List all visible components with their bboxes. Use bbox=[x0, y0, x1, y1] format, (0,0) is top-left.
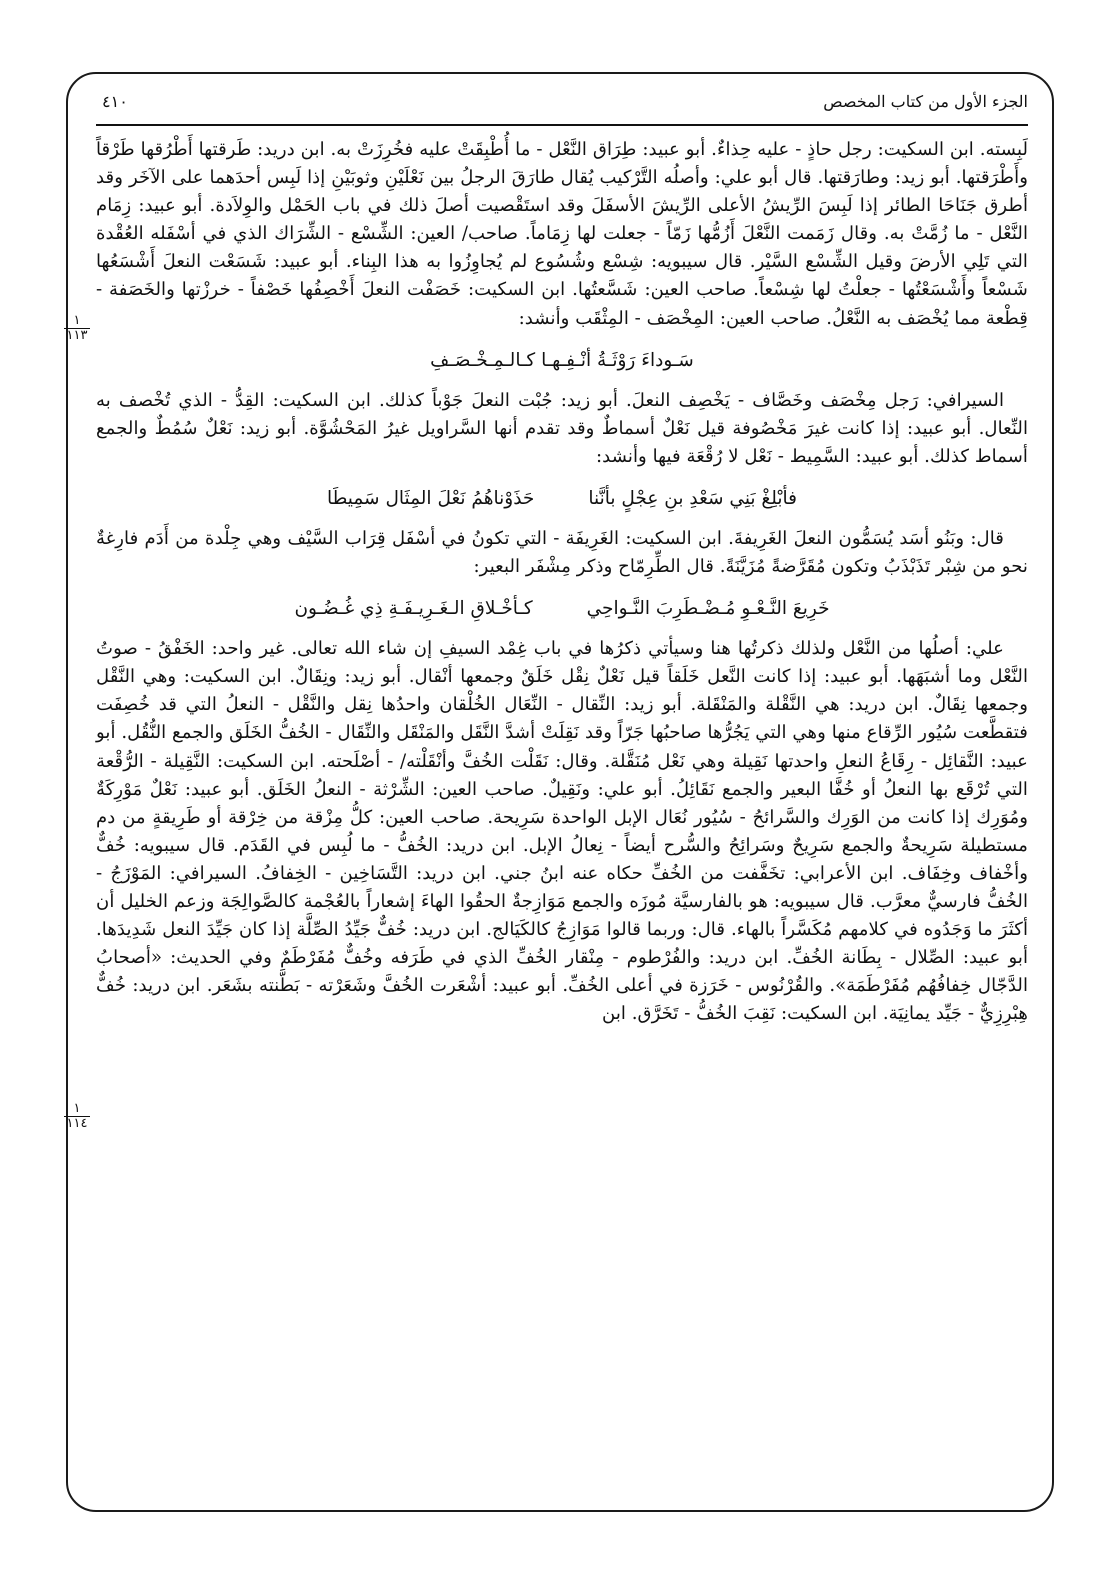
verse-line bbox=[96, 485, 1028, 513]
margin-ref-numerator: ١ bbox=[64, 314, 90, 329]
page-number: ٤١٠ bbox=[102, 92, 128, 111]
verse-hemistich: خَرِيعَ النَّـعْـوِ مُـضْـطَرِبَ النَّـواحِي bbox=[586, 598, 830, 620]
margin-ref-denominator: ١١٤ bbox=[66, 1116, 88, 1131]
paragraph: قال: وبَنُو أسَد يُسَمُّون النعلَ الغَرِيفةَ. ابن السكيت: الغَرِيفَة - التي تكونُ في أسْفَل قِرَاب السَّيْف وهي جِلْدة من أَدَم فارِغةٌ نحو من شِبْر تَذَبْذَبُ وتكون مُقَرَّضةً مُزَيَّنَةً. قال الطِّرِمّاح وذكر مِشْفَر البعير: bbox=[96, 527, 1028, 578]
verse-line bbox=[96, 347, 1028, 375]
margin-reference bbox=[64, 314, 90, 343]
verse-hemistich: سَـوداءَ رَوْثَـةُ أنْـفِـهـا كـالـمِـخْـصَـفِ bbox=[430, 349, 694, 371]
margin-ref-numerator: ١ bbox=[64, 1102, 90, 1117]
verse-hemistich: فأبْلِغْ بَنِي سَعْدِ بنِ عِجْلٍ بأنَّنا bbox=[588, 487, 798, 509]
margin-reference bbox=[64, 1102, 90, 1131]
paragraph: لَبِسته. ابن السكيت: رجل حاذٍ - عليه حِذاءٌ. أبو عبيد: طِرَاق النَّعْل - ما أُطْبِقَتْ عليه فخُرِزَتْ به. ابن دريد: طَرقتها أَطْرُقها طَرْقاً وأَطْرَقتها. أبو زيد: وطارَقتها. قال أبو علي: وأصلُه التَّرْكيب يُقال طارَقَ الرجلُ بين نَعْلَيْنِ وثوبَيْنِ إذا لَبِس أحدَهما على الآخَر وقد أطرق جَنَاحَا الطائر إذا لَبِسَ الرِّيشُ الأعلى الرِّيشَ الأسفَلَ وقد استَقْصيت أصلَ ذلك في باب الحَمْل والوِلاَدة. أبو عبيد: زِمَام النَّعْل - ما زُمَّتْ به. وقال زَمَمت النَّعْلَ أَزُمُّها زَمّاً - جعلت لها زِمَاماً. صاحب/ العين: الشِّسْع - الشِّرَاك الذي في أسْفَله العُقْدة التي تَلِي الأرضَ وقيل الشِّسْع السَّيْر. قال سيبويه: شِسْع وشُسُوع لم يُجاوِزُوا به هذا البِناء. أبو عبيد: شَسَعْت النعلَ أَشْسَعُها شَسْعاً وأَشْسَعْتُها - جعلْتُ لها شِسْعاً. صاحب العين: شَسَّعتُها. ابن السكيت: خَصَفْت النعلَ أَخْصِفُها خَصْفاً - خرزْتها والخَصَفة - قِطْعة مما يُخْصَف به النَّعْلُ. صاحب العين: المِخْصَف - المِثْقَب وأنشد: bbox=[96, 139, 1028, 329]
verse-line bbox=[96, 595, 1028, 623]
margin-ref-denominator: ١١٣ bbox=[66, 328, 88, 343]
main-text bbox=[96, 136, 1028, 1028]
running-header bbox=[96, 88, 1028, 120]
header-rule bbox=[96, 124, 1028, 126]
running-title: الجزء الأول من كتاب المخصص bbox=[823, 92, 1028, 111]
paragraph: علي: أصلُها من النَّعْل ولذلك ذكرتُها هنا وسيأتي ذكرُها في باب غِمْد السيفِ إن شاء الله تعالى. غير واحد: الخَفْقُ - صوتُ النَّعْل وما أشبَهَها. أبو عبيد: إذا كانت النَّعل خَلَقاً قيل نَعْلٌ نِقْل خَلَقٌ وجمعها أنْقال. أبو زيد: ونِقَالٌ. ابن السكيت: وهي النَّقْل وجمعها نِقَالٌ. ابن دريد: هي النَّقْلة والمَنْقَلة. أبو زيد: النِّقال - النِّعَال الخُلْقان واحدُها نِقل والنَّقْل - النعلُ التي قد خُصِفَت فتقطَّعت سُيُور الرِّقاع منها وهي التي يَجُرُّها صاحبُها جَرّاً وقد نَقِلَتْ أشدَّ النَّقَل والمَنْقَل والنِّقَال - الخُفُّ الخَلَق والجمع النُّقُل. أبو عبيد: النَّقائِل - رِقَاعُ النعلِ واحدتها نَقِيلة وهي نَعْل مُنَقَّلة. وقال: نَقَلْت الخُفَّ وأنْقَلْته/ - أصْلَحته. ابن السكيت: النَّقِيلة - الرُّقْعة التي تُرْقَع بها النعلُ أو خُفَّا البعير والجمع نَقَائِلُ. أبو علي: ونَقِيلٌ. صاحب العين: الشِّرْثة - النعلُ الخَلَق. أبو عبيد: نَعْلٌ مَوْرِكَةٌ ومُوَرِك إذا كانت من الوَرِك والسَّرائحُ - سُيُور نُعَال الإبل الواحدة سَرِيحة. صاحب العين: كلُّ مِزْقة من خِرْقة أو طَرِيقةٍ من دم مستطيلة سَرِيحةٌ والجمع سَرِيحٌ وسَرائِحُ والسُّرح أيضاً - نِعالُ الإبل. ابن دريد: الخُفُّ - ما لُبِس في القَدَم. قال سيبويه: خُفٌّ وأخْفاف وخِفَاف. ابن الأعرابي: تخَفَّفت من الخُفِّ حكاه عنه ابنُ جني. ابن دريد: التَّسَاخِين - الخِفافُ. السيرافي: المَوْزَجُ - الخُفُّ فارسيٌّ معرَّب. قال سيبويه: هو بالفارسيَّة مُوزَه والجمع مَوَازِجةٌ الحقُوا الهاءَ إشعاراً بالعُجْمة كالصَّوالِجَة وزعم الخليل أن أكثَرَ ما وَجَدُوه في كلامهم مُكَسَّراً بالهاء. قال: وربما قالوا مَوَازِجُ كالكَيَالج. ابن دريد: خُفٌّ جَيِّدُ الصِّلَّة إذا كان جَيِّدَ النعل شَدِيدَها. أبو عبيد: الصِّلال - بِطَانة الخُفِّ. ابن دريد: والفُرْطوم - مِنْقار الخُفِّ الذي في طَرَفه وخُفٌّ مُفَرْطَمٌ وفي الحديث: «أصحابُ الدَّجّال خِفافُهُم مُفَرْطَمَة». والقُرْنُوس - خَرَزة في أعلى الخُفِّ. أبو عبيد: أشْعَرت الخُفَّ وشَعَرْته - بَطَّنته بشَعَر. ابن دريد: خُفٌّ هِبْرِزِيٌّ - جَيِّد يمانِيَة. ابن السكيت: نَقِبَ الخُفُّ - تَخَرَّق. ابن bbox=[96, 638, 1028, 1025]
verse-hemistich: كـأخْـلاقِ الـغَـرِيـفَـةِ ذِي غُـضُـون bbox=[294, 598, 533, 620]
verse-hemistich: حَذَوْناهُمُ نَعْلَ المِثَال سَمِيطَا bbox=[326, 487, 535, 509]
paragraph: السيرافي: رَجل مِخْصَف وخَصَّاف - يَخْصِف النعلَ. أبو زيد: جُبْت النعلَ جَوْباً كذلك. ابن السكيت: القِدُّ - الذي تُخْصف به النِّعال. أبو عبيد: إذا كانت غيرَ مَخْصُوفة قيل نَعْلٌ أسماطٌ وقد تقدم أنها السَّراويل غيرُ المَحْشُوَّة. أبو زيد: نَعْلٌ سُمُطٌ والجمع أسماط كذلك. أبو عبيد: السَّمِيط - نَعْل لا رُقْعَة فيها وأنشد: bbox=[96, 389, 1028, 467]
